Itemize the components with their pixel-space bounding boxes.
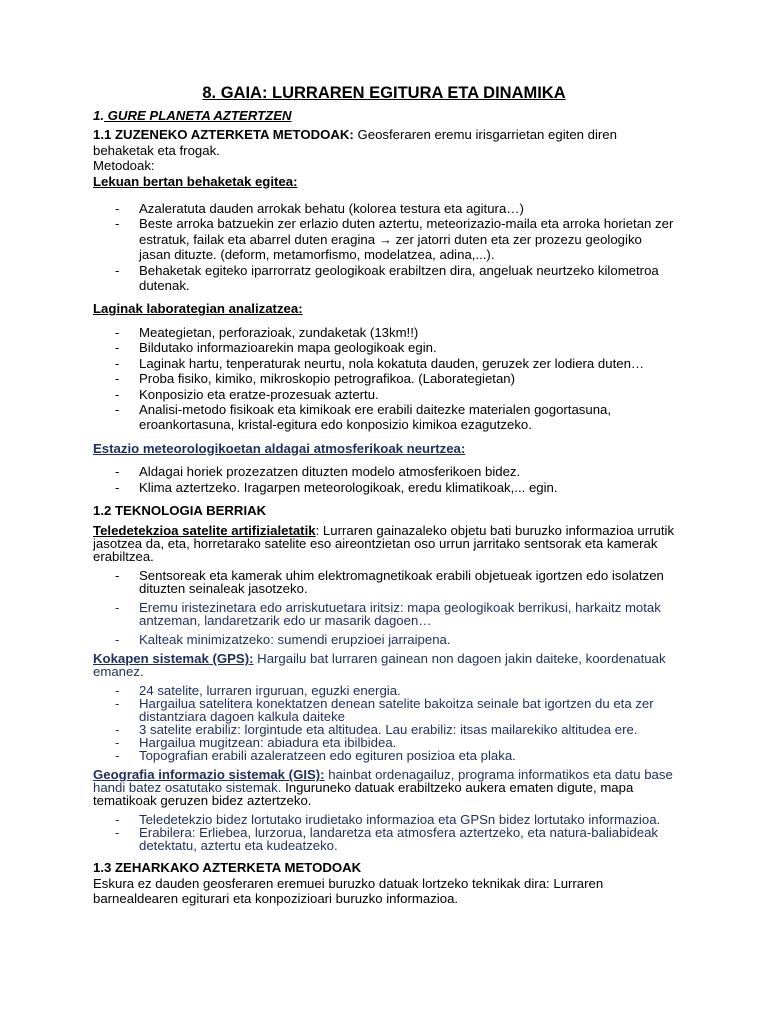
list-item: - Kalteak minimizatzeko: sumendi erupzioei jarraipena. — [93, 633, 676, 646]
teledetekzioa-text: : Lurraren gainazaleko objetu bati buruzko informazioa urrutik jasotzea da, eta, horretarako satelite eso aireontzietan oso urrun jarritako sentsorak eta kamerak erabiltzea. — [93, 523, 675, 565]
section-1-2-heading: 1.2 TEKNOLOGIA BERRIAK — [93, 502, 267, 518]
section-1-1-heading: 1.1 ZUZENEKO AZTERKETA METODOAK: — [93, 127, 354, 143]
list-item: - Azaleratuta dauden arrokak behatu (kolorea testura eta agitura…) — [93, 201, 676, 216]
section-1-3-heading: 1.3 ZEHARKAKO AZTERKETA METODOAK — [93, 860, 362, 876]
list-item: - Klima aztertzeko. Iragarpen meteorologikoak, eredu klimatikoak,... egin. — [93, 480, 676, 495]
list-item: - 3 satelite erabiliz: lorgintude eta altitudea. Lau erabiliz: itsas mailarekiko altitudea ere. — [93, 723, 676, 736]
gis-heading: Geografia informazio sistemak (GIS): — [93, 767, 325, 783]
section-1-1-paragraph — [93, 127, 676, 158]
gps-text: Hargailu bat lurraren gainean non dagoen jakin daiteke, koordenatuak emanez. — [93, 651, 666, 680]
gis-paragraph — [93, 768, 676, 807]
list-item: - Topografian erabili azaleratzeen edo egituren posizioa eta plaka. — [93, 749, 676, 762]
metodoak-label: Metodoak: — [93, 158, 155, 174]
list-item: - Konposizio eta eratze-prozesuak aztertu. — [93, 387, 676, 402]
list-item: - Aldagai horiek prozezatzen dituzten modelo atmosferikoen bidez. — [93, 464, 676, 479]
gis-text-2: Inguruneko datuak erabiltzeko aukera ematen digute, mapa tematikoak geruzen bidez aztertzeko. — [93, 780, 634, 809]
list-item: - Eremu iristezinetara edo arriskutuetara iritsiz: mapa geologikoak berrikusi, harkaitz motak antzeman, landaretzarik edo ur masarik dagoen… — [93, 601, 676, 627]
list-item: - Teledetekzio bidez lortutako irudietako informazioa eta GPSn bidez lortutako informazioa. — [93, 813, 676, 826]
estazio-list — [93, 464, 676, 495]
section-1-1-text: Geosferaren eremu irisgarrietan egiten diren behaketak eta frogak. — [93, 127, 617, 158]
list-item: - Proba fisiko, kimiko, mikroskopio petrografikoa. (Laborategietan) — [93, 371, 676, 386]
gps-paragraph — [93, 652, 676, 678]
laginak-list — [93, 325, 676, 433]
gps-list — [93, 684, 676, 762]
section-1-number: 1. — [93, 108, 104, 123]
list-item: - Sentsoreak eta kamerak uhim elektromagnetikoak erabili objetueak igortzen edo isolatzen dituzten seinaleak jasotzeko. — [93, 569, 676, 595]
teledetekzioa-list — [93, 569, 676, 646]
gps-heading: Kokapen sistemak (GPS): — [93, 651, 254, 667]
document-body — [93, 108, 676, 907]
list-item: - Erabilera: Erliebea, lurzorua, landaretza eta atmosfera aztertzeko, eta natura-baliabideak detektatu, aztertu eta kudeatzeko. — [93, 826, 676, 852]
list-item: - Behaketak egiteko iparrorratz geologikoak erabiltzen dira, angeluak neurtzeko kilometroa dutenak. — [93, 263, 676, 294]
section-1-3-text: Eskura ez dauden geosferaren eremuei buruzko datuak lortzeko teknikak dira: Lurraren barnealdearen egiturari eta konpozizioari buruzko informazioa. — [93, 875, 604, 907]
gis-list — [93, 813, 676, 852]
teledetekzioa-paragraph — [93, 524, 676, 563]
list-item: - Bildutako informazioarekin mapa geologikoak egin. — [93, 340, 676, 355]
page-title: 8. GAIA: LURRAREN EGITURA ETA DINAMIKA — [202, 84, 566, 102]
section-1-title: GURE PLANETA AZTERTZEN — [104, 108, 292, 123]
list-item: - Laginak hartu, tenperaturak neurtu, nola kokatuta dauden, geruzek zer lodiera duten… — [93, 356, 676, 371]
list-item: - 24 satelite, lurraren irguruan, eguzki energia. — [93, 684, 676, 697]
laginak-heading: Laginak laborategian analizatzea: — [93, 301, 303, 317]
list-item: - Analisi-metodo fisikoak eta kimikoak ere erabili daitezke materialen gogortasuna, eroankortasuna, kristal-egitura edo konposizio kimikoa ezagutzeko. — [93, 402, 676, 433]
gis-text-1: hainbat ordenagailuz, programa informatikos eta datu base handi batez osatutako sistemak. — [93, 767, 673, 796]
section-1-heading — [93, 108, 676, 123]
list-item: - Meategietan, perforazioak, zundaketak (13km!!) — [93, 325, 676, 340]
list-item: - Beste arroka batzuekin zer erlazio duten aztertu, meteorizazio-maila eta arroka horietan zer estratuk, failak eta abarrel duten eragina → zer jatorri duten eta zer prozezu geologiko jasan dituzte. (deform, metamorfismo, modelatzea, adina,...). — [93, 216, 676, 262]
list-item: - Hargailua satelitera konektatzen denean satelite bakoitza seinale bat igortzen du eta zer distantziara dagoen kalkula daiteke — [93, 697, 676, 723]
lekuan-heading: Lekuan bertan behaketak egitea: — [93, 173, 298, 189]
lekuan-list — [93, 201, 676, 293]
estazio-heading: Estazio meteorologikoetan aldagai atmosferikoak neurtzea: — [93, 440, 466, 456]
list-item: - Hargailua mugitzean: abiadura eta ibilbidea. — [93, 736, 676, 749]
teledetekzioa-heading: Teledetekzioa satelite artifizialetatik — [93, 523, 316, 539]
